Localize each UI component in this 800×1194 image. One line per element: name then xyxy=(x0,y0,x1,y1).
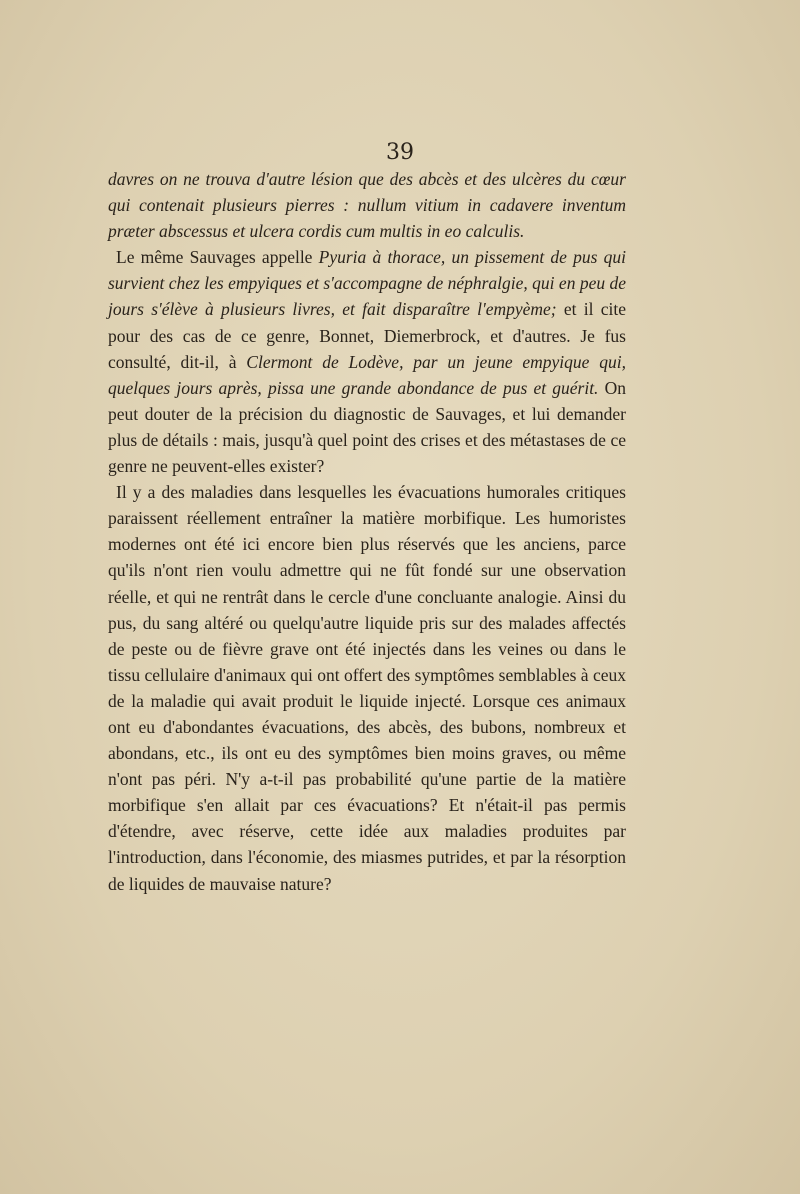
page-number: 39 xyxy=(386,140,414,165)
italic-span: Pyuria à thorace, un pissement de pus qui survient chez les empyiques et s'accompagne de néphralgie, qui en peu de jours s'élève à plusieurs livres, et fait disparaître l'empyème; xyxy=(108,247,626,320)
italic-span: Clermont de Lodève, par un jeune empyique qui, quelques jours après, pissa une grande abondance de pus et guérit. xyxy=(108,351,626,398)
text-span: Il y a des maladies dans lesquelles les évacuations humorales critiques paraissent réellement entraîner la matière morbifique. Les humoristes modernes ont été ici encore bien plus réservés que les anciens, parce qu'ils n'ont rien voulu admettre qui ne fût fondé sur une observation réelle, et qui ne rentrât dans le cercle d'une concluante analogie. Ainsi du pus, du sang altéré ou quelqu'autre liquide pris sur des malades affectés de peste ou de fièvre grave ont été injectés dans les veines ou dans le tissu cellulaire d'animaux qui ont offert des symptômes semblables à ceux de la maladie qui avait produit le liquide injecté. Lorsque ces animaux ont eu d'abondantes évacuations, des abcès, des bubons, nombreux et abondans, etc., ils ont eu des symptômes bien moins graves, ou même n'ont pas péri. N'y a-t-il pas probabilité qu'une partie de la matière morbifique s'en allait par ces évacuations? Et n'était-il pas permis d'étendre, avec réserve, cette idée aux maladies produites par l'introduction, dans l'économie, des miasmes putrides, et par la résorption de liquides de mauvaise nature? xyxy=(108,482,626,894)
text-span: et il cite pour des cas de ce genre, Bonnet, Diemerbrock, et d'autres. Je fus consulté, dit-il, à xyxy=(108,299,626,372)
quote-text: davres on ne trouva d'autre lésion que des abcès et des ulcères du cœur qui contenait plusieurs pierres : nullum vitium in cadavere inventum præter abscessus et ulcera cordis cum multis in eo calculis. xyxy=(108,169,626,242)
text-span: On peut douter de la précision du diagnostic de Sauvages, et lui demander plus de détails : mais, jusqu'à quel point des crises et des métastases de ce genre ne peuvent-elles exister? xyxy=(108,377,626,477)
paragraph-3 xyxy=(108,479,626,897)
body-text xyxy=(108,166,626,897)
paragraph-2 xyxy=(108,244,626,479)
text-span: Le même Sauvages appelle xyxy=(116,247,319,268)
paragraph-1 xyxy=(108,166,626,244)
